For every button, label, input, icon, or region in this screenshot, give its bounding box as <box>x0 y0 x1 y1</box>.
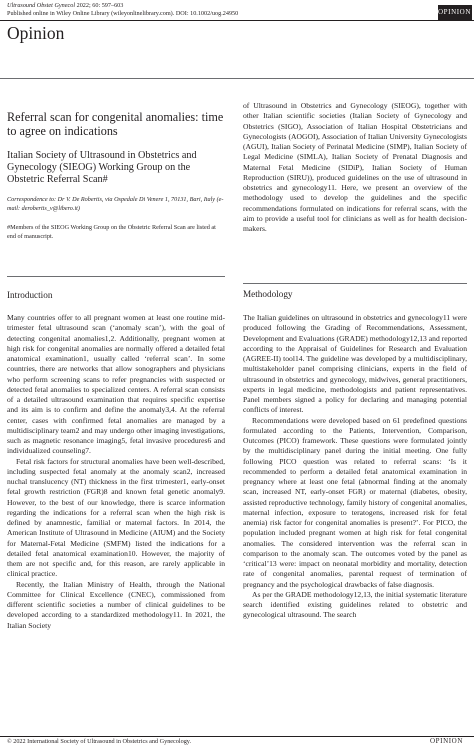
methodology-heading: Methodology <box>243 289 293 299</box>
correspondence-prefix: Correspondence to: <box>7 196 57 203</box>
side-section-label: OPINION <box>438 5 472 20</box>
article-authors: Italian Society of Ultrasound in Obstetrics and Gynecology (SIEOG) Working Group on the Obstetric Referral Scan# <box>7 150 197 185</box>
introduction-heading: Introduction <box>7 290 53 300</box>
intro-paragraph-1: Many countries offer to all pregnant women at least one routine mid-trimester fetal ultrasound scan (‘anomaly scan’), with the goal of detecting congenital anomalies1,2. Additionally, pregnant women at high risk for congenital anomalies are normally offered a detailed fetal anatomical examination1, usually called ‘referral scan’. In some countries, there are networks that allow sonographers and physicians who perform screening scans to refer pregnancies with suspected or detected fetal anomalies to specialized centers. A referral scan consists of a detailed ultrasound examination that requires specific expertise and its aim is to confirm and define the anomaly3,4. At the referral center, cases with confirmed fetal anomalies are managed by a multidisciplinary team2 and may undergo other imaging investigations, such as magnetic resonance imaging5, fetal invasive procedures6 and individualized counseling7. <box>7 313 225 456</box>
publication-line: Published online in Wiley Online Library (wileyonlinelibrary.com). DOI: 10.1002/uog.24950 <box>7 10 239 17</box>
header-rule <box>0 20 474 21</box>
intro-paragraph-2: Fetal risk factors for structural anomalies have been well-described, including suspected fetal anomaly at the anomaly scan2, increased nuchal translucency (NT) thickness in the first trimester1, early-onset fetal growth restriction (FGR)8 and known fetal genetic anomaly9. However, to the best of our knowledge, there is scarce information regarding the indications for a referral scan when the high risk is defined by anamnestic, familial or maternal factors. In 2014, the American Institute of Ultrasound in Medicine (AIUM) and the Society for Maternal-Fetal Medicine (SMFM) listed the indications for a detailed fetal anatomical examination10. However, the majority of them are not specific and, for this reason, are rarely applicable in clinical practice. <box>7 456 225 579</box>
journal-name: Ultrasound Obstet Gynecol <box>7 2 76 9</box>
method-paragraph-1: The Italian guidelines on ultrasound in obstetrics and gynecology11 were produced following the Grading of Recommendations, Assessment, Development and Evaluations (GRADE) methodology12,13 and reported according to the Appraisal of Guidelines for Research and Evaluation (AGREE-II) tool14. The guideline was developed by a multidisciplinary, multistakeholder panel comprising clinicians, experts in the field of ultrasound in obstetrics and gynecology, midwives, general practitioners, experts in legal medicine, methodologists and patient representatives. Panel members signed a policy for declaring and managing potential conflicts of interest. <box>243 313 467 415</box>
methodology-body <box>243 313 467 621</box>
section-title: Opinion <box>7 23 65 43</box>
right-column-top <box>243 101 467 234</box>
correspondence-text: Dr V. De Robertis, via Ospedale Di Venere 1, 70131, Bari, Italy (e-mail: derobertis_v@libero.it) <box>7 196 224 212</box>
introduction-body <box>7 313 225 631</box>
article-title: Referral scan for congenital anomalies: time to agree on indications <box>7 110 224 138</box>
method-paragraph-3: As per the GRADE methodology12,13, the initial systematic literature search identified existing guidelines related to obstetric and gynecological ultrasound. The search <box>243 589 467 620</box>
methodology-rule <box>243 283 467 284</box>
footer-rule <box>0 736 474 737</box>
method-paragraph-2: Recommendations were developed based on 61 predefined questions formulated according to the Patients, Intervention, Comparison, Outcomes (PICO) framework. These questions were formulated jointly by the multidisciplinary panel during the initial meeting. One fully following PICO question was related to referral scans: ‘Is it recommended to perform a detailed fetal anatomical examination in pregnancy where at least one fetal (abnormal finding at the anomaly scan, increased NT, early-onset FGR) or maternal (diabetes, obesity, assisted reproductive technology, family history of congenital anomalies, maternal infection, exposure to teratogens, increased risk for fetal anemia) risk factor for congenital anomalies is present?’. For PICO, the population included pregnant women at high risk for fetal congenital anomalies. The considered intervention was the referral scan in comparison to the anomaly scan. The outcomes voted by the panel as ‘critical’13 were: impact on neonatal morbidity and mortality, detection rate of congenital anomalies, parental request of termination of pregnancy and the psychological drawbacks of false diagnosis. <box>243 415 467 589</box>
journal-citation: 2022; 60: 597–603 <box>75 2 124 9</box>
footer-section-label: OPINION <box>430 737 463 745</box>
members-footnote: #Members of the SIEOG Working Group on the Obstetric Referral Scan are listed at end of manuscript. <box>7 224 216 240</box>
column-rule <box>7 276 225 277</box>
section-rule <box>0 78 474 79</box>
journal-header <box>7 2 447 18</box>
correspondence <box>7 196 225 213</box>
intro-paragraph-3: Recently, the Italian Ministry of Health, through the National Committee for Clinical Excellence (CNEC), commissioned from different scientific societies a number of clinical guidelines to be developed according to a standardized methodology11. In 2021, the Italian Society <box>7 579 225 630</box>
right-top-paragraph: of Ultrasound in Obstetrics and Gynecology (SIEOG), together with other Italian scientific societies (Italian Society of Gynecology and Obstetrics (SIGO), Association of Italian Hospital Obstetricians and Gynecologists (AOGOI), Association of Italian University Gynecologists (AGUI), Italian Society of Perinatal Medicine (SIMP), Italian Society of Legal Medicine (SIMLA), Italian Society of Prenatal Diagnosis and Maternal Fetal Medicine (SIDiP), Italian Society of Human Reproduction (SIRU)), produced guidelines on the use of ultrasound in obstetrics and gynecology11. Here, we present an overview of the methodology used to develop the guidelines and the specific recommendations formulated on indications for referral scans, with the aim to provide a useful tool for clinicians as well as for health decision-makers. <box>243 101 467 233</box>
copyright-footer: © 2022 International Society of Ultrasound in Obstetrics and Gynecology. <box>7 738 192 745</box>
